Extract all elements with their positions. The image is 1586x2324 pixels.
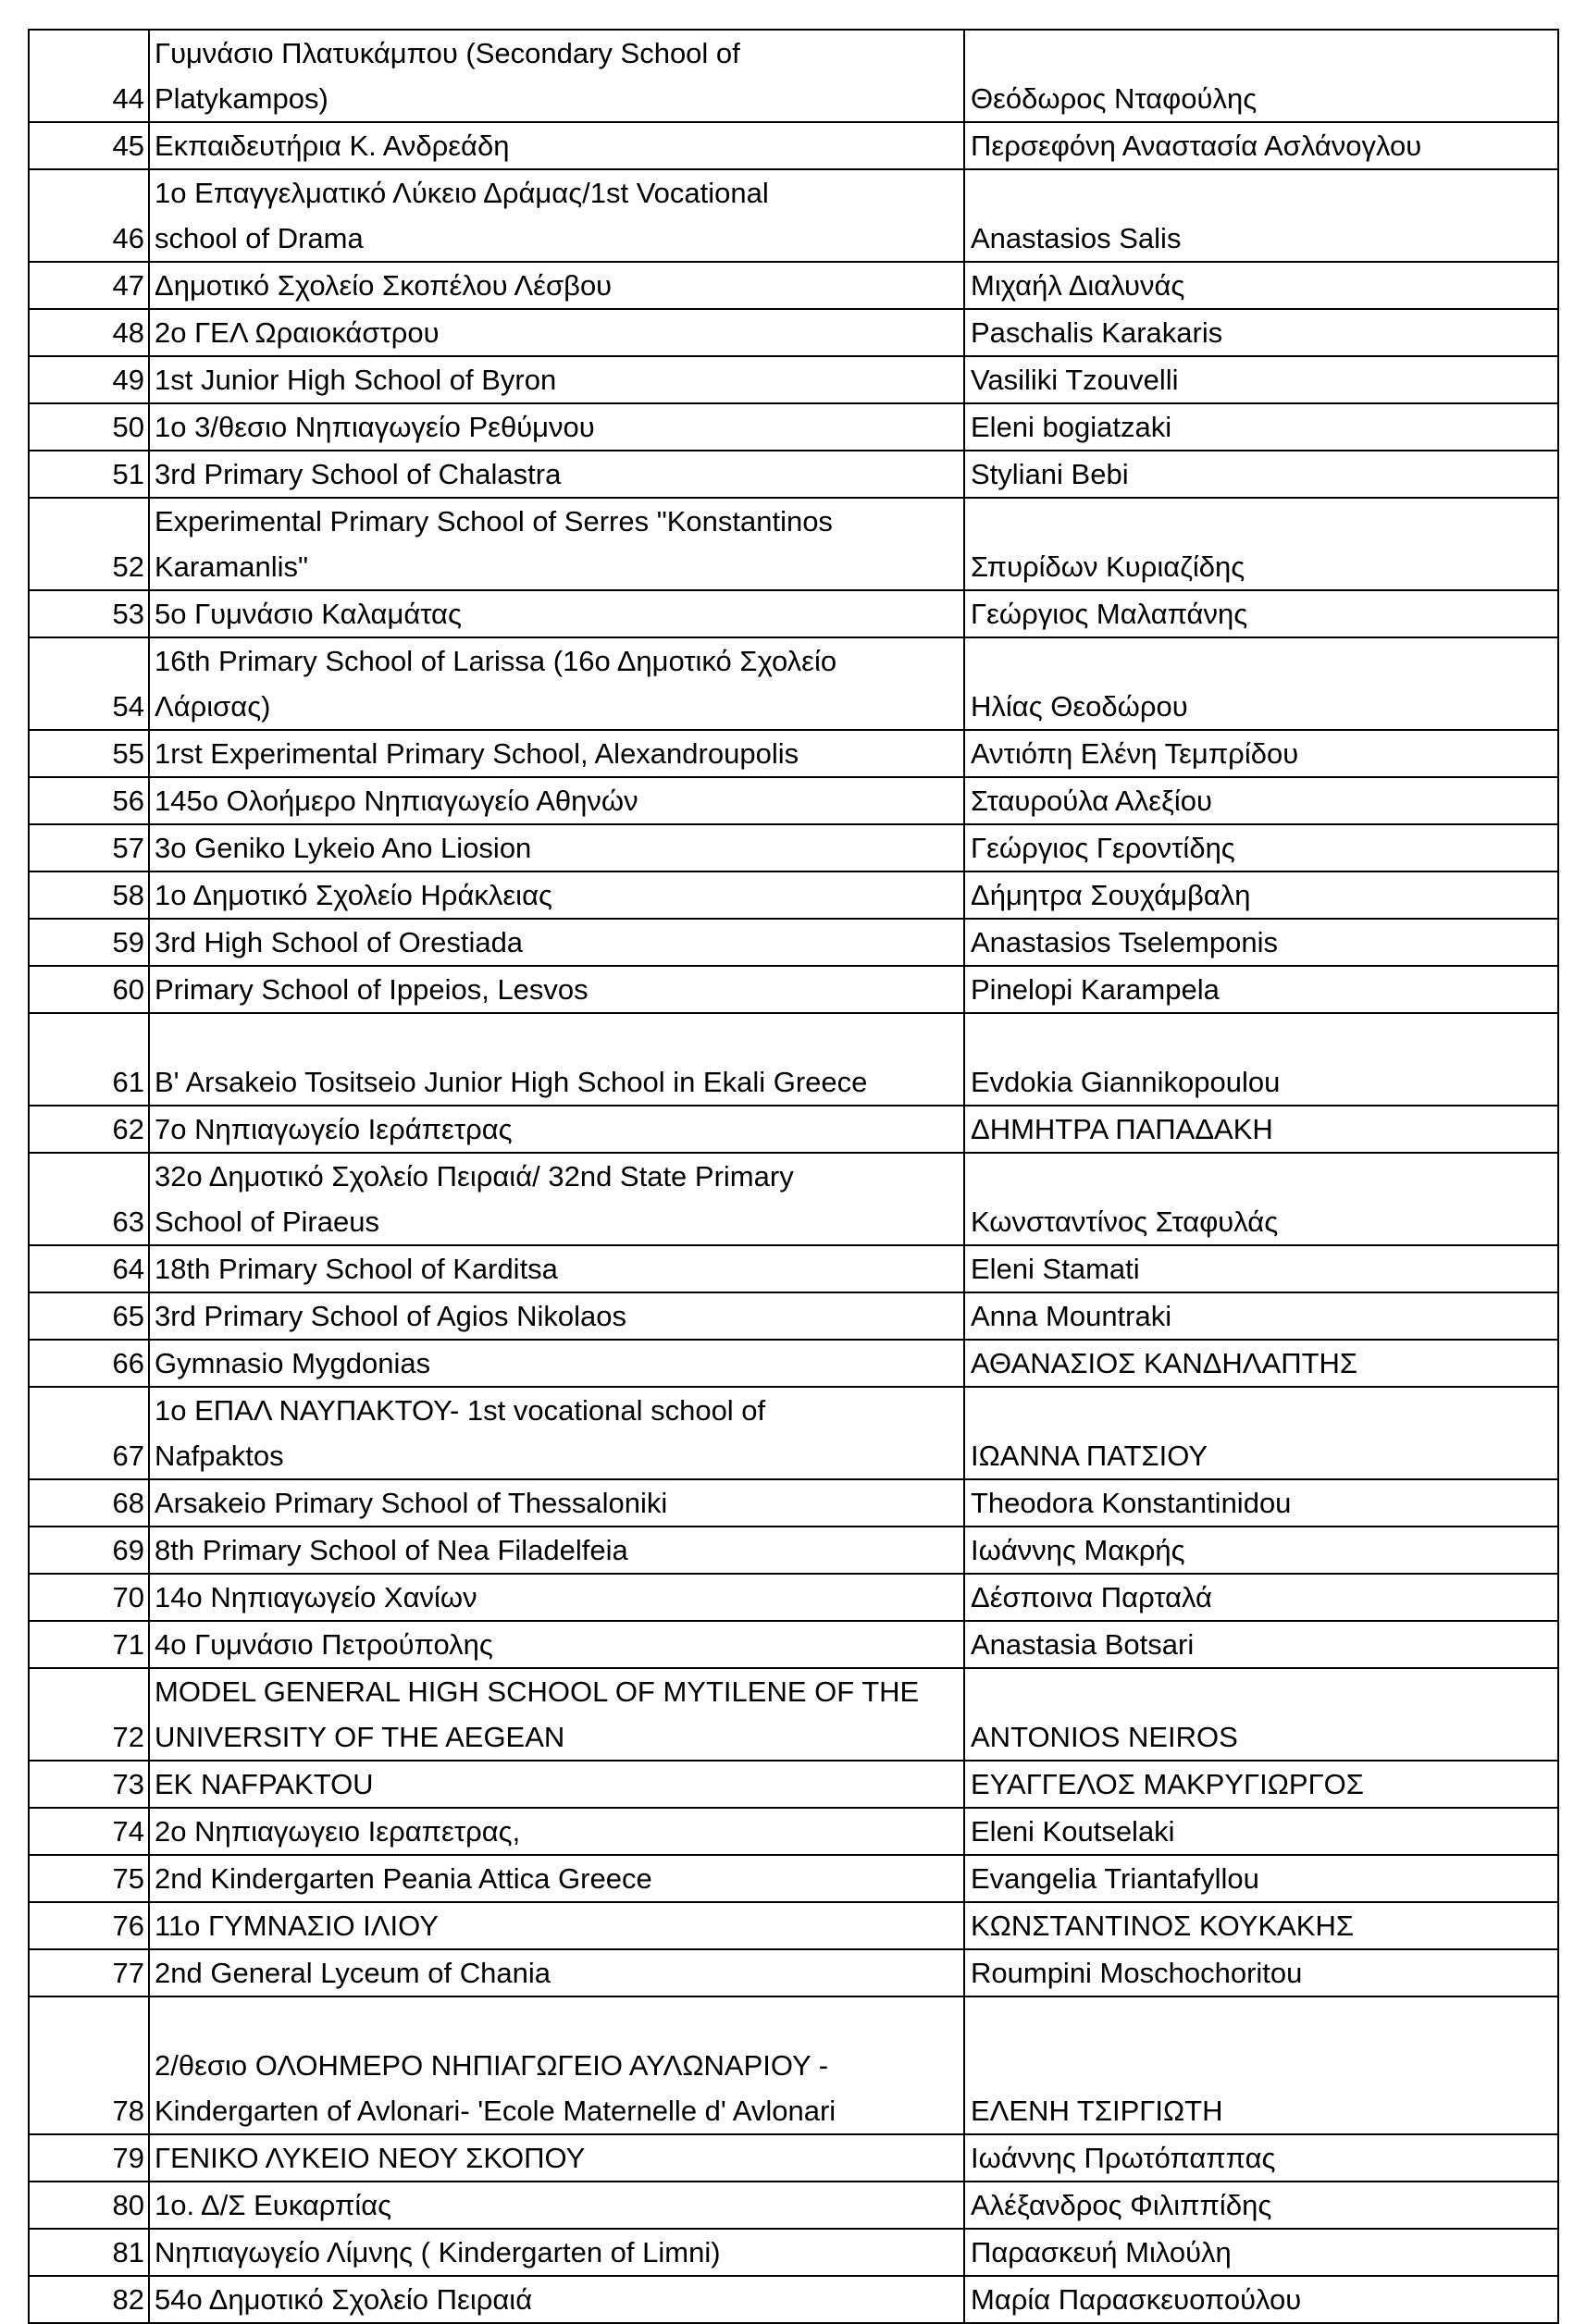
school-name-line: 16th Primary School of Larissa (16ο Δημοτικό Σχολείο	[155, 645, 837, 677]
row-number-cell: 45	[29, 122, 149, 169]
row-number-cell: 59	[29, 919, 149, 966]
participant-name-cell: Μαρία Παρασκευοπούλου	[964, 2276, 1558, 2323]
school-name-line: 1st Junior High School of Byron	[155, 364, 557, 396]
school-cell	[149, 1996, 964, 2134]
participant-name-cell: Eleni bogiatzaki	[964, 403, 1558, 451]
row-number-cell: 46	[29, 169, 149, 262]
participant-name-cell: Δέσποινα Παρταλά	[964, 1574, 1558, 1621]
participant-name-cell: ANTONIOS NEIROS	[964, 1668, 1558, 1761]
participant-name-cell: Δήμητρα Σουχάμβαλη	[964, 872, 1558, 919]
school-cell	[149, 1902, 964, 1949]
row-number-cell: 74	[29, 1808, 149, 1855]
school-name-line: Gymnasio Mygdonias	[155, 1347, 431, 1379]
school-name-line: 7ο Νηπιαγωγείο Ιεράπετρας	[155, 1113, 513, 1145]
school-cell	[149, 919, 964, 966]
school-name-line: 2ο Νηπιαγωγειο Ιεραπετρας,	[155, 1815, 521, 1848]
table-row	[29, 451, 1558, 498]
school-name-line: 32ο Δημοτικό Σχολείο Πειραιά/ 32nd State Primary	[155, 1160, 794, 1193]
participant-name-cell: Μιχαήλ Διαλυνάς	[964, 262, 1558, 309]
school-name-line: Εκπαιδευτήρια Κ. Ανδρεάδη	[155, 130, 510, 162]
school-name-line: 1rst Experimental Primary School, Alexandroupolis	[155, 737, 799, 770]
table-row	[29, 2182, 1558, 2229]
school-name-line: Platykampos)	[155, 82, 328, 115]
school-name-line: 1ο Δημοτικό Σχολείο Ηράκλειας	[155, 879, 552, 911]
school-name-line: 4ο Γυμνάσιο Πετρούπολης	[155, 1628, 493, 1661]
participant-name-cell: Evdokia Giannikopoulou	[964, 1013, 1558, 1106]
row-number-cell: 68	[29, 1479, 149, 1527]
school-name-line: Nafpaktos	[155, 1440, 284, 1472]
table-row	[29, 1949, 1558, 1996]
school-cell	[149, 2134, 964, 2182]
participant-name-cell: Eleni Koutselaki	[964, 1808, 1558, 1855]
school-name-line: 3ο Geniko Lykeio Ano Liosion	[155, 832, 532, 864]
school-name-line: Primary School of Ippeios, Lesvos	[155, 973, 589, 1006]
row-number-cell: 56	[29, 777, 149, 824]
participant-name-cell: Pinelopi Karampela	[964, 966, 1558, 1013]
table-row	[29, 1621, 1558, 1668]
school-cell	[149, 2182, 964, 2229]
participant-name-cell: Ιωάννης Πρωτόπαππας	[964, 2134, 1558, 2182]
participant-name-cell: Περσεφόνη Αναστασία Ασλάνογλου	[964, 122, 1558, 169]
row-number-cell: 78	[29, 1996, 149, 2134]
table-row	[29, 1153, 1558, 1245]
school-name-line: Δημοτικό Σχολείο Σκοπέλου Λέσβου	[155, 269, 613, 302]
school-name-line: 3rd High School of Orestiada	[155, 926, 524, 958]
table-row	[29, 590, 1558, 637]
school-cell	[149, 122, 964, 169]
participant-name-cell: Theodora Konstantinidou	[964, 1479, 1558, 1527]
school-name-line: 54ο Δημοτικό Σχολείο Πειραιά	[155, 2283, 533, 2316]
school-cell	[149, 1808, 964, 1855]
school-name-line: 14ο Νηπιαγωγείο Χανίων	[155, 1581, 477, 1613]
school-cell	[149, 498, 964, 590]
participant-name-cell: Γεώργιος Γεροντίδης	[964, 824, 1558, 872]
table-row	[29, 637, 1558, 730]
table-row	[29, 1761, 1558, 1808]
school-name-line	[155, 1997, 958, 2043]
row-number-cell: 49	[29, 356, 149, 403]
table-row	[29, 966, 1558, 1013]
participant-name-cell: Roumpini Moschochoritou	[964, 1949, 1558, 1996]
school-name-line: MODEL GENERAL HIGH SCHOOL OF MYTILENE OF THE	[155, 1675, 920, 1708]
school-name-line: ΕΚ ΝΑFΡΑΚΤΟU	[155, 1768, 374, 1800]
school-cell	[149, 309, 964, 356]
school-name-line: Νηπιαγωγείο Λίμνης ( Kindergarten of Limni)	[155, 2236, 721, 2268]
row-number-cell: 61	[29, 1013, 149, 1106]
school-cell	[149, 356, 964, 403]
row-number-cell: 66	[29, 1340, 149, 1387]
school-name-line: Arsakeio Primary School of Thessaloniki	[155, 1487, 668, 1519]
table-row	[29, 1855, 1558, 1902]
participant-name-cell: Γεώργιος Μαλαπάνης	[964, 590, 1558, 637]
row-number-cell: 48	[29, 309, 149, 356]
school-name-line: 2/θεσιο ΟΛΟΗΜΕΡΟ ΝΗΠΙΑΓΩΓΕΙΟ ΑΥΛΩΝΑΡΙΟΥ -	[155, 2049, 829, 2082]
participant-name-cell: Παρασκευή Μιλούλη	[964, 2229, 1558, 2276]
row-number-cell: 60	[29, 966, 149, 1013]
row-number-cell: 47	[29, 262, 149, 309]
school-cell	[149, 1106, 964, 1153]
table-row	[29, 1902, 1558, 1949]
school-name-line: 5ο Γυμνάσιο Καλαμάτας	[155, 598, 462, 630]
table-row	[29, 1340, 1558, 1387]
row-number-cell: 73	[29, 1761, 149, 1808]
row-number-cell: 51	[29, 451, 149, 498]
participant-name-cell: Anastasios Tselemponis	[964, 919, 1558, 966]
school-cell	[149, 966, 964, 1013]
table-row	[29, 1106, 1558, 1153]
school-name-line: Karamanlis"	[155, 550, 309, 583]
table-row	[29, 1387, 1558, 1479]
table-row	[29, 2276, 1558, 2323]
table-row	[29, 356, 1558, 403]
school-cell	[149, 1855, 964, 1902]
row-number-cell: 79	[29, 2134, 149, 2182]
table-row	[29, 1479, 1558, 1527]
school-cell	[149, 1574, 964, 1621]
school-name-line: ΓΕΝΙΚΟ ΛΥΚΕΙΟ ΝΕΟΥ ΣΚΟΠΟΥ	[155, 2142, 586, 2174]
participant-name-cell: Ιωάννης Μακρής	[964, 1527, 1558, 1574]
school-cell	[149, 2276, 964, 2323]
row-number-cell: 53	[29, 590, 149, 637]
row-number-cell: 55	[29, 730, 149, 777]
participant-name-cell: Vasiliki Tzouvelli	[964, 356, 1558, 403]
table-row	[29, 262, 1558, 309]
participant-name-cell: Σταυρούλα Αλεξίου	[964, 777, 1558, 824]
school-cell	[149, 1387, 964, 1479]
school-name-line: 18th Primary School of Karditsa	[155, 1253, 558, 1285]
participant-name-cell: ΕΛΕΝΗ ΤΣΙΡΓΙΩΤΗ	[964, 1996, 1558, 2134]
school-cell	[149, 1621, 964, 1668]
table-row	[29, 824, 1558, 872]
participant-name-cell: Θεόδωρος Νταφούλης	[964, 30, 1558, 122]
school-cell	[149, 1153, 964, 1245]
table-row	[29, 498, 1558, 590]
row-number-cell: 82	[29, 2276, 149, 2323]
row-number-cell: 63	[29, 1153, 149, 1245]
row-number-cell: 75	[29, 1855, 149, 1902]
table-row	[29, 403, 1558, 451]
school-cell	[149, 730, 964, 777]
participant-name-cell: Anna Mountraki	[964, 1292, 1558, 1340]
school-name-line: 1ο Επαγγελματικό Λύκειο Δράμας/1st Vocational	[155, 177, 769, 209]
school-cell	[149, 451, 964, 498]
row-number-cell: 69	[29, 1527, 149, 1574]
table-row	[29, 1245, 1558, 1292]
school-name-line: 145ο Ολοήμερο Νηπιαγωγείο Αθηνών	[155, 785, 638, 817]
school-name-line: UNIVERSITY OF THE AEGEAN	[155, 1721, 565, 1753]
table-row	[29, 122, 1558, 169]
row-number-cell: 72	[29, 1668, 149, 1761]
table-row	[29, 1668, 1558, 1761]
school-cell	[149, 824, 964, 872]
table-row	[29, 1996, 1558, 2134]
table-row	[29, 1527, 1558, 1574]
row-number-cell: 71	[29, 1621, 149, 1668]
table-row	[29, 30, 1558, 122]
school-name-line	[155, 1014, 958, 1059]
row-number-cell: 58	[29, 872, 149, 919]
row-number-cell: 44	[29, 30, 149, 122]
row-number-cell: 65	[29, 1292, 149, 1340]
school-cell	[149, 30, 964, 122]
participant-name-cell: ΚΩΝΣΤΑΝΤΙΝΟΣ ΚΟΥΚΑΚΗΣ	[964, 1902, 1558, 1949]
participant-name-cell: Paschalis Karakaris	[964, 309, 1558, 356]
participant-name-cell: ΙΩΑΝΝΑ ΠΑΤΣΙΟΥ	[964, 1387, 1558, 1479]
school-name-line: 1ο 3/θεσιο Νηπιαγωγείο Ρεθύμνου	[155, 411, 595, 443]
school-name-line: B' Arsakeio Tositseio Junior High School in Ekali Greece	[155, 1066, 868, 1098]
school-name-line: 1ο ΕΠΑΛ ΝΑΥΠΑΚΤΟΥ- 1st vocational school of	[155, 1394, 766, 1427]
participant-name-cell: Eleni Stamati	[964, 1245, 1558, 1292]
participants-table-body	[29, 30, 1558, 2323]
school-cell	[149, 2229, 964, 2276]
table-row	[29, 169, 1558, 262]
school-name-line: 3rd Primary School of Agios Nikolaos	[155, 1300, 627, 1332]
school-cell	[149, 1949, 964, 1996]
school-cell	[149, 262, 964, 309]
school-name-line: school of Drama	[155, 222, 364, 254]
table-row	[29, 1292, 1558, 1340]
table-row	[29, 872, 1558, 919]
participant-name-cell: Σπυρίδων Κυριαζίδης	[964, 498, 1558, 590]
school-name-line: Λάρισας)	[155, 690, 271, 723]
participant-name-cell: Anastasia Botsari	[964, 1621, 1558, 1668]
school-cell	[149, 403, 964, 451]
school-cell	[149, 169, 964, 262]
row-number-cell: 81	[29, 2229, 149, 2276]
row-number-cell: 80	[29, 2182, 149, 2229]
school-cell	[149, 590, 964, 637]
school-name-line: 2ο ΓΕΛ Ωραιοκάστρου	[155, 316, 440, 349]
table-row	[29, 919, 1558, 966]
school-cell	[149, 1245, 964, 1292]
school-cell	[149, 1340, 964, 1387]
row-number-cell: 64	[29, 1245, 149, 1292]
participant-name-cell: Ηλίας Θεοδώρου	[964, 637, 1558, 730]
school-name-line: 11ο ΓΥΜΝΑΣΙΟ ΙΛΙΟΥ	[155, 1910, 439, 1942]
table-row	[29, 1574, 1558, 1621]
table-row	[29, 1808, 1558, 1855]
row-number-cell: 70	[29, 1574, 149, 1621]
school-cell	[149, 637, 964, 730]
school-name-line: 8th Primary School of Nea Filadelfeia	[155, 1534, 628, 1566]
row-number-cell: 54	[29, 637, 149, 730]
row-number-cell: 50	[29, 403, 149, 451]
school-cell	[149, 1527, 964, 1574]
table-row	[29, 2229, 1558, 2276]
table-row	[29, 309, 1558, 356]
participant-name-cell: Anastasios Salis	[964, 169, 1558, 262]
participant-name-cell: ΕΥΑΓΓΕΛΟΣ ΜΑΚΡΥΓΙΩΡΓΟΣ	[964, 1761, 1558, 1808]
row-number-cell: 76	[29, 1902, 149, 1949]
row-number-cell: 77	[29, 1949, 149, 1996]
school-name-line: Experimental Primary School of Serres "Konstantinos	[155, 505, 833, 538]
school-name-line: 2nd Kindergarten Peania Attica Greece	[155, 1862, 652, 1895]
school-cell	[149, 777, 964, 824]
participant-name-cell: ΔΗΜΗΤΡΑ ΠΑΠΑΔΑΚΗ	[964, 1106, 1558, 1153]
school-cell	[149, 1479, 964, 1527]
school-cell	[149, 1668, 964, 1761]
participant-name-cell: Styliani Bebi	[964, 451, 1558, 498]
school-cell	[149, 872, 964, 919]
table-row	[29, 730, 1558, 777]
row-number-cell: 67	[29, 1387, 149, 1479]
school-name-line: 1ο. Δ/Σ Ευκαρπίας	[155, 2189, 392, 2221]
participant-name-cell: Αλέξανδρος Φιλιππίδης	[964, 2182, 1558, 2229]
school-name-line: Kindergarten of Avlonari- 'Ecole Maternelle d' Avlonari	[155, 2095, 836, 2127]
participant-name-cell: ΑΘΑΝΑΣΙΟΣ ΚΑΝΔΗΛΑΠΤΗΣ	[964, 1340, 1558, 1387]
participants-table	[28, 29, 1559, 2324]
row-number-cell: 62	[29, 1106, 149, 1153]
participant-name-cell: Κωνσταντίνος Σταφυλάς	[964, 1153, 1558, 1245]
school-cell	[149, 1761, 964, 1808]
school-name-line: 3rd Primary School of Chalastra	[155, 458, 562, 490]
row-number-cell: 52	[29, 498, 149, 590]
school-cell	[149, 1013, 964, 1106]
participant-name-cell: Αντιόπη Ελένη Τεμπρίδου	[964, 730, 1558, 777]
table-row	[29, 1013, 1558, 1106]
school-name-line: School of Piraeus	[155, 1205, 379, 1238]
school-cell	[149, 1292, 964, 1340]
table-row	[29, 777, 1558, 824]
participant-name-cell: Evangelia Triantafyllou	[964, 1855, 1558, 1902]
table-row	[29, 2134, 1558, 2182]
row-number-cell: 57	[29, 824, 149, 872]
school-name-line: Γυμνάσιο Πλατυκάμπου (Secondary School of	[155, 37, 740, 69]
school-name-line: 2nd General Lyceum of Chania	[155, 1957, 551, 1989]
